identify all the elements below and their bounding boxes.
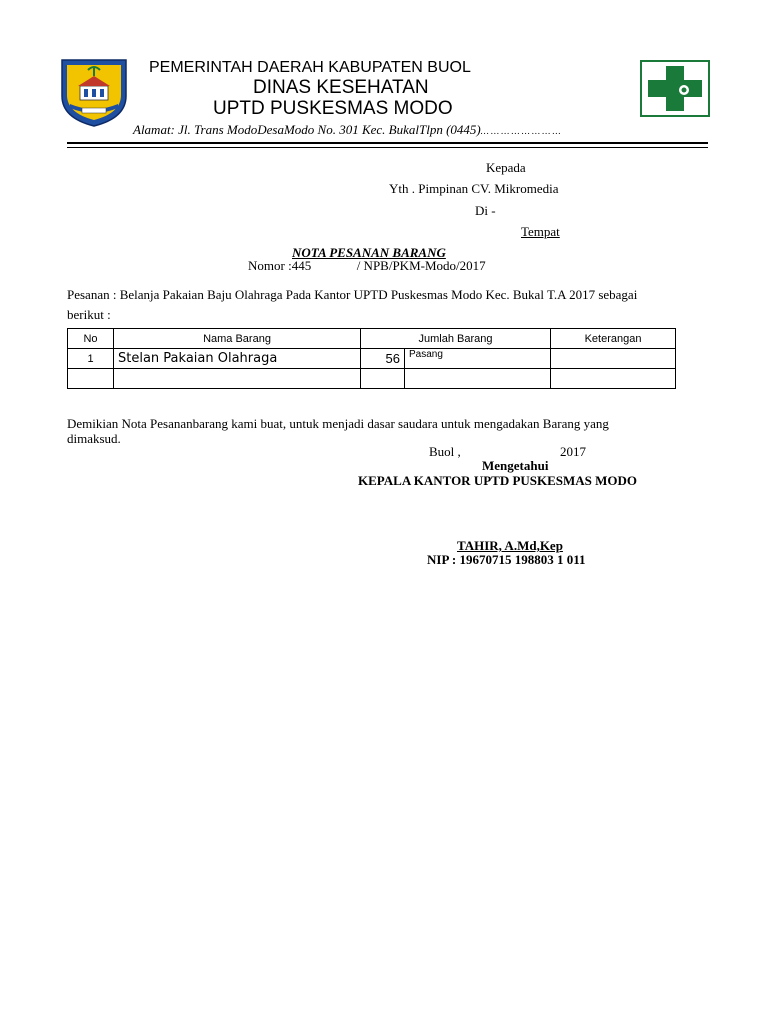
recipient-di: Di - <box>475 203 496 218</box>
empty-cell-ket <box>551 369 676 389</box>
address-text: Alamat: Jl. Trans ModoDesaModo No. 301 Kec. BukalTlpn (0445) <box>133 122 481 137</box>
table-row <box>68 349 676 369</box>
empty-cell-qty <box>361 369 405 389</box>
row-unit: Pasang <box>405 349 551 369</box>
header-no: No <box>68 329 114 349</box>
recipient-yth: Yth . Pimpinan CV. Mikromedia <box>389 181 559 196</box>
document-title: NOTA PESANAN BARANG <box>292 245 446 260</box>
signature-nip: NIP : 19670715 198803 1 011 <box>427 552 586 567</box>
header-department: DINAS KESEHATAN <box>253 77 429 98</box>
signature-mengetahui: Mengetahui <box>482 458 549 473</box>
header-address <box>133 122 561 138</box>
signature-place: Buol , <box>429 444 461 459</box>
closing-line-2: dimaksud. <box>67 431 121 446</box>
header-unit: UPTD PUSKESMAS MODO <box>213 98 453 119</box>
empty-cell-unit <box>405 369 551 389</box>
header-government: PEMERINTAH DAERAH KABUPATEN BUOL <box>149 59 471 76</box>
recipient-kepada: Kepada <box>486 160 526 175</box>
items-table <box>67 328 676 389</box>
row-qty: 56 <box>361 349 405 369</box>
address-dots: … … … … … … … … <box>480 126 561 136</box>
header-nama-barang: Nama Barang <box>114 329 361 349</box>
signature-year: 2017 <box>560 444 586 459</box>
header-divider-thick <box>67 142 708 144</box>
empty-cell-nama <box>114 369 361 389</box>
row-nama-barang: Stelan Pakaian Olahraga <box>114 349 361 369</box>
header-keterangan: Keterangan <box>551 329 676 349</box>
row-keterangan <box>551 349 676 369</box>
signature-name: TAHIR, A.Md,Kep <box>457 538 563 553</box>
closing-line-1: Demikian Nota Pesananbarang kami buat, untuk menjadi dasar saudara untuk mengadakan Barang yang <box>67 416 609 431</box>
row-no: 1 <box>68 349 114 369</box>
intro-line-1: Pesanan : Belanja Pakaian Baju Olahraga Pada Kantor UPTD Puskesmas Modo Kec. Bukal T.A 2017 sebagai <box>67 287 638 302</box>
header-divider-thin <box>67 147 708 148</box>
document-number: Nomor :445 / NPB/PKM-Modo/2017 <box>248 258 486 273</box>
recipient-tempat: Tempat <box>521 224 560 239</box>
signature-position: KEPALA KANTOR UPTD PUSKESMAS MODO <box>358 473 638 488</box>
health-cross-logo <box>640 60 710 117</box>
empty-cell-no <box>68 369 114 389</box>
intro-line-2: berikut : <box>67 307 111 322</box>
regency-emblem <box>58 56 130 128</box>
table-row-empty <box>68 369 676 389</box>
table-header-row <box>68 329 676 349</box>
header-jumlah-barang: Jumlah Barang <box>361 329 551 349</box>
